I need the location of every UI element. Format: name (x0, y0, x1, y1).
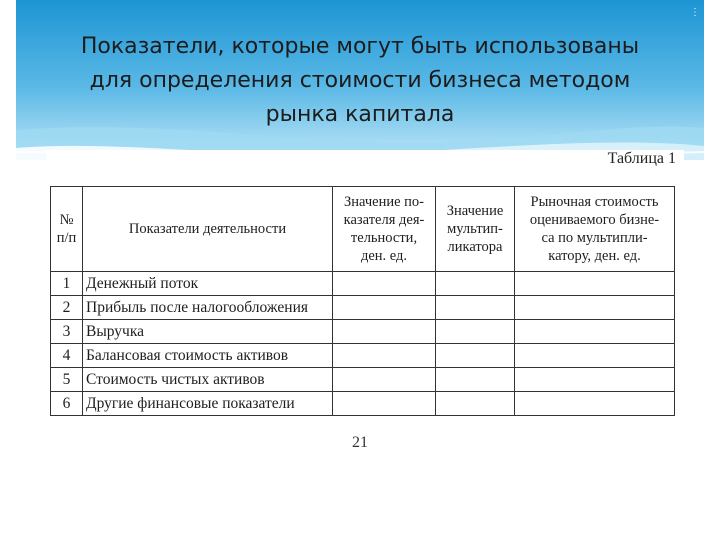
scanned-document (46, 150, 684, 460)
slide-title-line: Показатели, которые могут быть использованы (80, 34, 640, 59)
header-multiplier-value: Значение мультип- ликатора (436, 187, 515, 272)
row-market-value (515, 296, 675, 320)
row-market-value (515, 392, 675, 416)
header-band (0, 0, 720, 160)
row-multiplier-value (436, 272, 515, 296)
row-number: 2 (51, 296, 83, 320)
row-multiplier-value (436, 392, 515, 416)
row-indicator-value (333, 392, 436, 416)
row-indicator-name: Выручка (83, 320, 333, 344)
indicators-table (50, 186, 675, 416)
row-indicator-value (333, 344, 436, 368)
header-indicator: Показатели деятельности (83, 187, 333, 272)
page-number: 21 (352, 434, 368, 451)
row-number: 3 (51, 320, 83, 344)
header-indicator-value: Значение по- казателя дея- тельности, ден. ед. (333, 187, 436, 272)
row-market-value (515, 368, 675, 392)
row-market-value (515, 344, 675, 368)
row-multiplier-value (436, 368, 515, 392)
row-number: 1 (51, 272, 83, 296)
row-indicator-value (333, 296, 436, 320)
row-multiplier-value (436, 344, 515, 368)
row-indicator-name: Стоимость чистых активов (83, 368, 333, 392)
row-indicator-name: Денежный поток (83, 272, 333, 296)
row-indicator-name: Другие финансовые показатели (83, 392, 333, 416)
row-multiplier-value (436, 320, 515, 344)
table-row (51, 392, 675, 416)
slide-title (20, 30, 700, 132)
table-row (51, 344, 675, 368)
row-indicator-value (333, 272, 436, 296)
row-number: 6 (51, 392, 83, 416)
decorative-dots: ⋮⋮ (690, 7, 712, 18)
slide-title-line: рынка капитала (265, 102, 455, 127)
row-indicator-name: Прибыль после налогообложения (83, 296, 333, 320)
table-header-row (51, 187, 675, 272)
row-indicator-value (333, 320, 436, 344)
row-number: 5 (51, 368, 83, 392)
row-number: 4 (51, 344, 83, 368)
table-row (51, 320, 675, 344)
row-market-value (515, 320, 675, 344)
header-market-value: Рыночная стоимость оцениваемого бизне- са по мультипли- катору, ден. ед. (515, 187, 675, 272)
header-index: № п/п (51, 187, 83, 272)
table-caption: Таблица 1 (607, 150, 676, 167)
table-row (51, 368, 675, 392)
row-indicator-name: Балансовая стоимость активов (83, 344, 333, 368)
row-market-value (515, 272, 675, 296)
slide-title-line: для определения стоимости бизнеса методом (89, 68, 631, 93)
table-row (51, 272, 675, 296)
table-row (51, 296, 675, 320)
row-indicator-value (333, 368, 436, 392)
row-multiplier-value (436, 296, 515, 320)
